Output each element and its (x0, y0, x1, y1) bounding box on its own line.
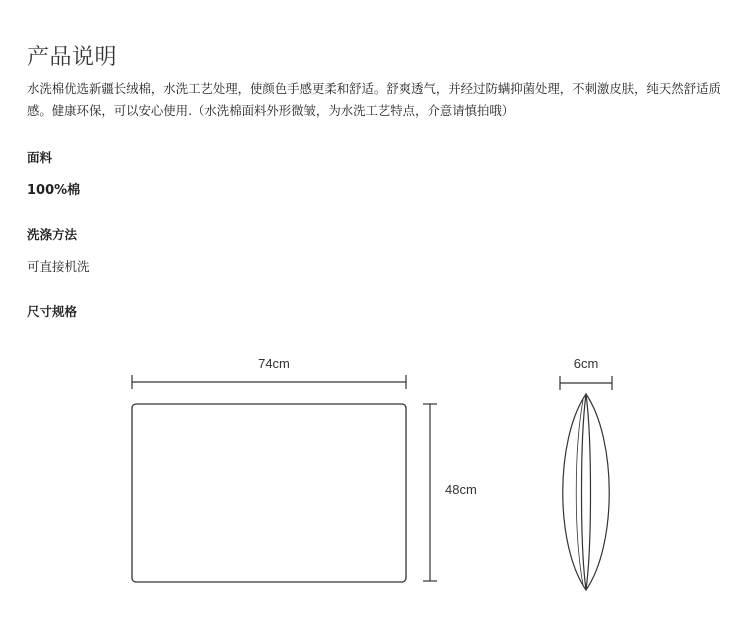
washing-value: 可直接机洗 (27, 259, 90, 274)
material-value: 100%棉 (27, 183, 81, 198)
thickness-dimension (560, 376, 612, 390)
height-label: 48cm (445, 482, 477, 497)
width-label: 74cm (258, 356, 290, 371)
size-heading: 尺寸规格 (27, 304, 78, 319)
page-title: 产品说明 (27, 45, 118, 70)
pillow-side-view (563, 394, 610, 590)
pillow-front-view (132, 404, 406, 582)
product-description: 水洗棉优选新疆长绒棉，水洗工艺处理，使颜色手感更柔和舒适。舒爽透气，并经过防螨抑菌处理，不刺激皮肤，纯天然舒适质感。健康环保，可以安心使用.（水洗棉面料外形微皱，为水洗工艺特点，介意请慎拍哦） (27, 81, 721, 118)
washing-heading: 洗涤方法 (27, 227, 78, 242)
width-dimension (132, 375, 406, 389)
material-heading: 面料 (27, 150, 53, 165)
thickness-label: 6cm (573, 356, 599, 371)
height-dimension (423, 404, 437, 581)
